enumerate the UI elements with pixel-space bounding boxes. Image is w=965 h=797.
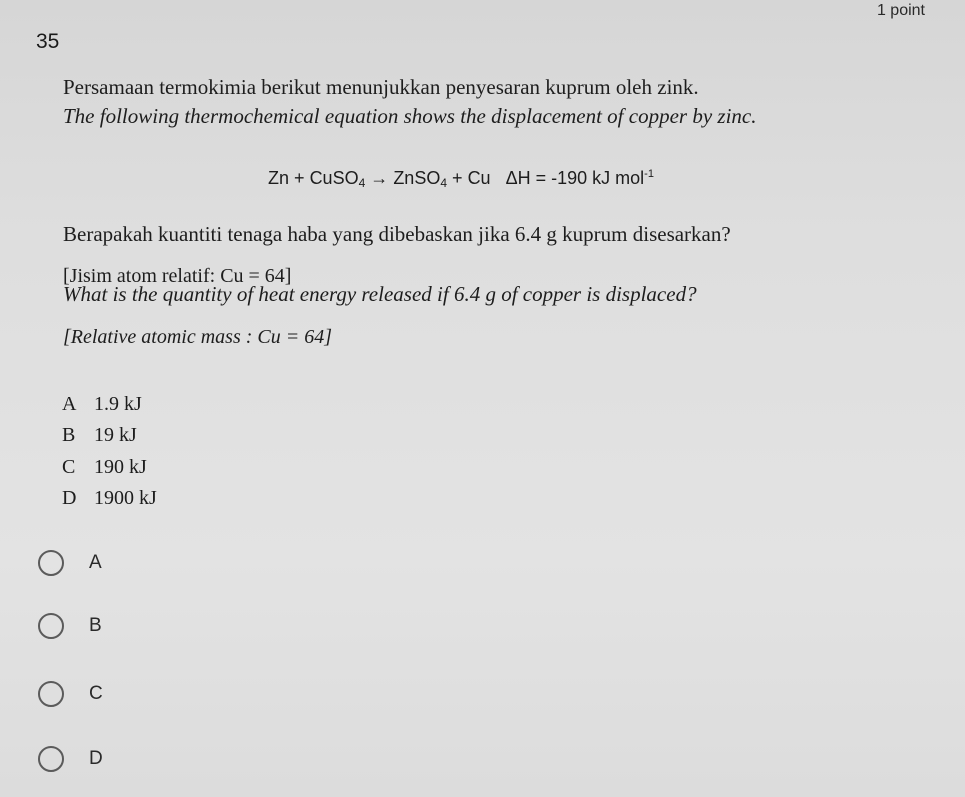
- option-value: 190 kJ: [94, 456, 147, 478]
- option-letter: C: [62, 456, 76, 478]
- option-letter: A: [62, 393, 77, 415]
- thermochemical-equation: [268, 168, 654, 190]
- option-letter: D: [62, 487, 77, 509]
- equation-enthalpy: ΔH = -190 kJ mol$^{-1}$: [505, 168, 654, 188]
- option-b: [62, 424, 137, 447]
- option-value: 1900 kJ: [94, 487, 157, 509]
- radio-button[interactable]: [38, 681, 64, 707]
- option-letter: B: [62, 424, 76, 446]
- answer-choice-label: A: [89, 552, 102, 573]
- radio-button[interactable]: [38, 746, 64, 772]
- question-statement-malay: Persamaan termokimia berikut menunjukkan penyesaran kuprum oleh zink.: [63, 75, 699, 99]
- answer-choice-label: D: [89, 748, 103, 769]
- answer-choice-c[interactable]: [38, 681, 103, 707]
- option-a: [62, 393, 142, 416]
- option-value: 1.9 kJ: [94, 393, 142, 415]
- answer-choice-label: C: [89, 683, 103, 704]
- question-statement-english: The following thermochemical equation shows the displacement of copper by zinc.: [63, 104, 757, 128]
- option-value: 19 kJ: [94, 424, 137, 446]
- equation-znso4: ZnSO$_4$: [393, 168, 448, 190]
- relative-atomic-mass-english: [Relative atomic mass : Cu = 64]: [63, 326, 333, 348]
- equation-plus: +: [294, 168, 305, 188]
- equation-cuso4: CuSO$_4$: [309, 168, 366, 190]
- question-ask-malay: Berapakah kuantiti tenaga haba yang dibebaskan jika 6.4 g kuprum disesarkan?: [63, 222, 731, 246]
- radio-button[interactable]: [38, 550, 64, 576]
- option-c: [62, 456, 147, 479]
- equation-arrow: →: [370, 168, 389, 188]
- answer-choice-d[interactable]: [38, 746, 103, 772]
- question-ask-english: What is the quantity of heat energy released if 6.4 g of copper is displaced?: [63, 282, 697, 306]
- equation-plus: +: [452, 168, 463, 188]
- equation-cu: Cu: [467, 168, 491, 188]
- points-label: 1 point: [876, 2, 925, 19]
- question-number: 35: [36, 30, 60, 53]
- relative-atomic-mass-malay: [Jisim atom relatif: Cu = 64]: [63, 265, 292, 287]
- radio-button[interactable]: [38, 613, 64, 639]
- answer-choice-label: B: [89, 615, 102, 636]
- answer-choice-b[interactable]: [38, 613, 102, 639]
- option-d: [62, 487, 157, 510]
- answer-choice-a[interactable]: [38, 550, 102, 576]
- equation-zn: Zn: [268, 168, 290, 188]
